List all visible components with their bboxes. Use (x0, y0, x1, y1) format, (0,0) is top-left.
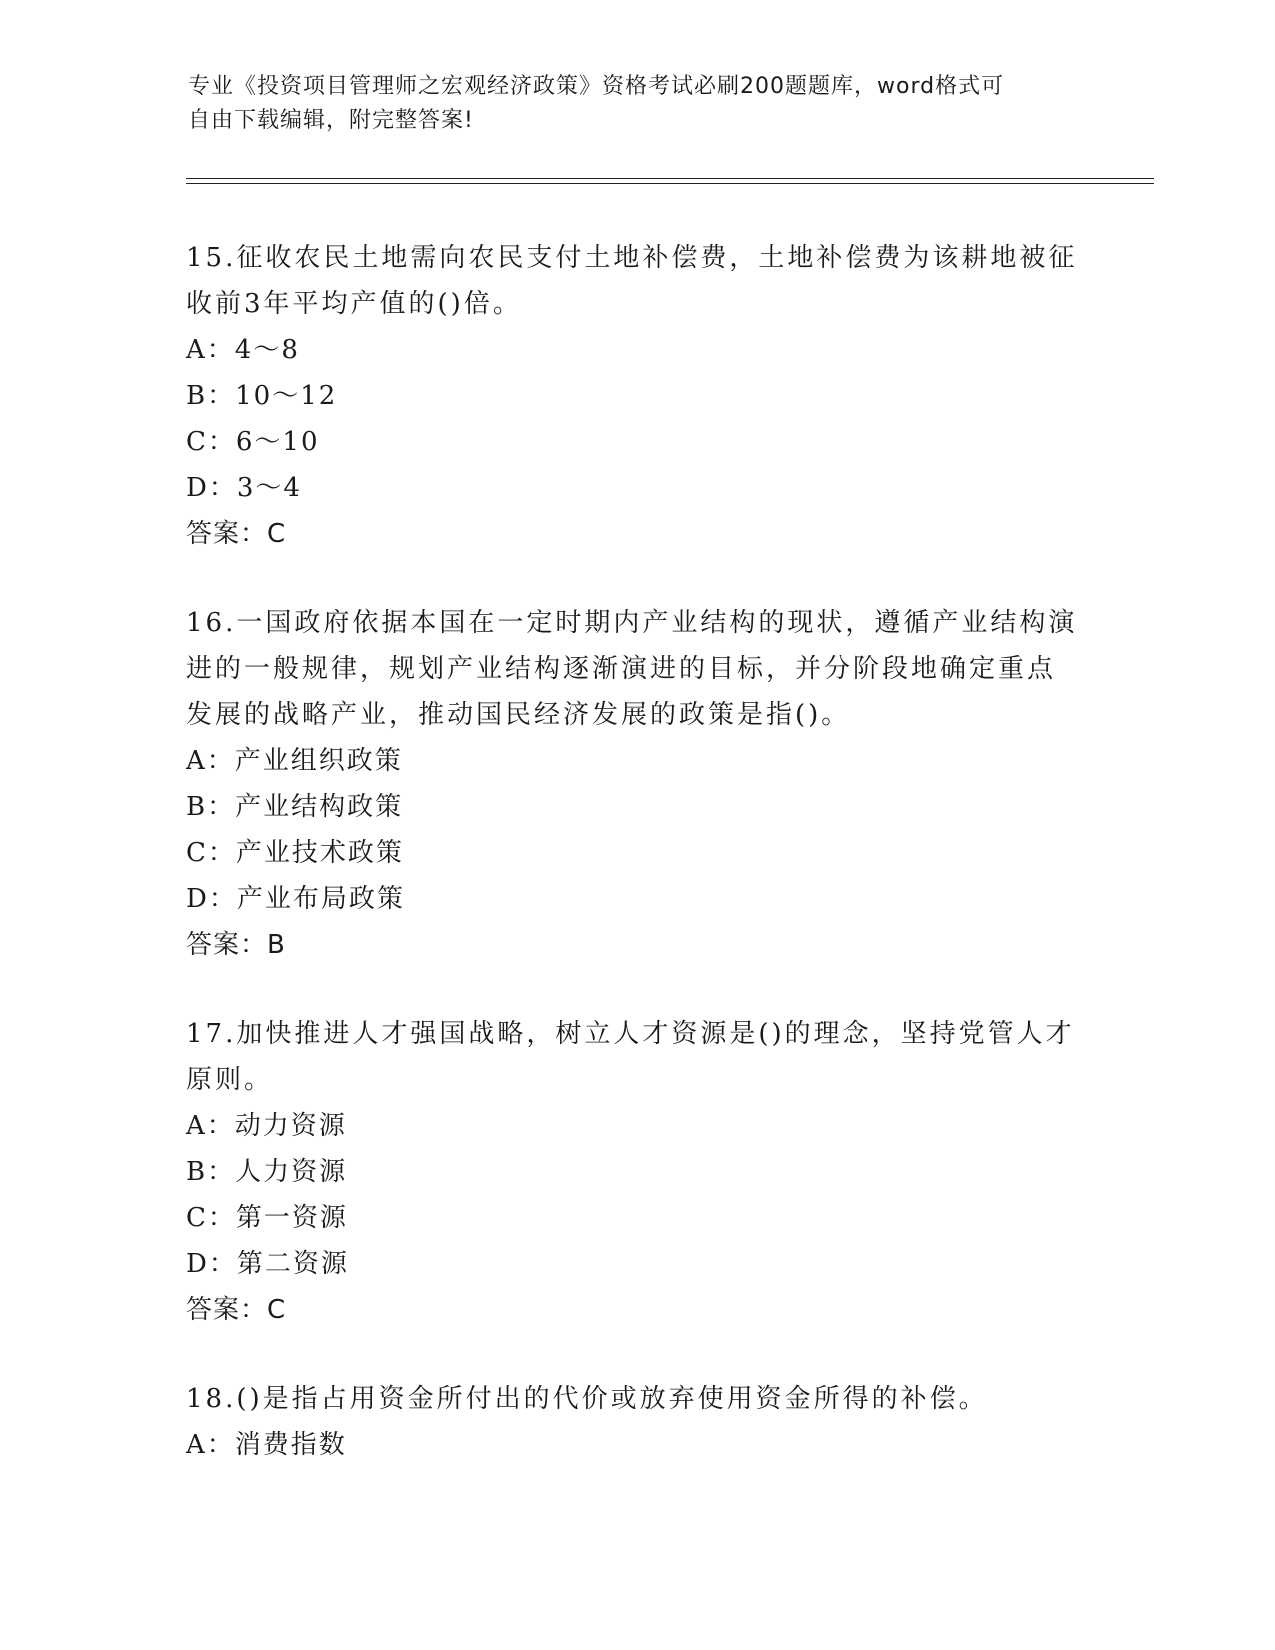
option-a: A：动力资源 (186, 1111, 347, 1141)
option-a: A：产业组织政策 (186, 746, 403, 776)
option-a: A：4～8 (186, 335, 300, 365)
question-stem: 16.一国政府依据本国在一定时期内产业结构的现状，遵循产业结构演 (186, 608, 1078, 638)
document-header (188, 70, 1068, 138)
question-stem: 收前3年平均产值的()倍。 (186, 289, 522, 319)
answer-label: 答案：C (186, 519, 287, 549)
question-15 (186, 235, 1086, 557)
option-d: D：第二资源 (186, 1249, 349, 1279)
option-b: B：10～12 (186, 381, 338, 411)
question-stem: 15.征收农民土地需向农民支付土地补偿费，土地补偿费为该耕地被征 (186, 243, 1078, 273)
option-b: B：产业结构政策 (186, 792, 404, 822)
option-b: B：人力资源 (186, 1157, 348, 1187)
question-17 (186, 1011, 1086, 1333)
header-divider-bottom (186, 183, 1154, 184)
question-stem: 17.加快推进人才强国战略，树立人才资源是()的理念，坚持党管人才 (186, 1019, 1075, 1049)
header-title-line-1: 专业《投资项目管理师之宏观经济政策》资格考试必刷200题题库，word格式可 (188, 74, 1005, 99)
question-stem: 进的一般规律，规划产业结构逐渐演进的目标，并分阶段地确定重点 (186, 654, 1057, 684)
option-c: C：6～10 (186, 427, 320, 457)
option-d: D：3～4 (186, 473, 302, 503)
answer-label: 答案：C (186, 1295, 287, 1325)
option-c: C：第一资源 (186, 1203, 348, 1233)
question-stem: 18.()是指占用资金所付出的代价或放弃使用资金所得的补偿。 (186, 1384, 988, 1414)
option-c: C：产业技术政策 (186, 838, 404, 868)
header-title-line-2: 自由下载编辑，附完整答案! (188, 108, 474, 133)
answer-label: 答案：B (186, 930, 286, 960)
option-a: A：消费指数 (186, 1430, 347, 1460)
question-18 (186, 1376, 1086, 1468)
question-stem: 原则。 (186, 1065, 274, 1095)
header-divider-top (186, 178, 1154, 179)
question-16 (186, 600, 1086, 968)
option-d: D：产业布局政策 (186, 884, 405, 914)
question-list (186, 235, 1086, 1511)
question-stem: 发展的战略产业，推动国民经济发展的政策是指()。 (186, 700, 851, 730)
